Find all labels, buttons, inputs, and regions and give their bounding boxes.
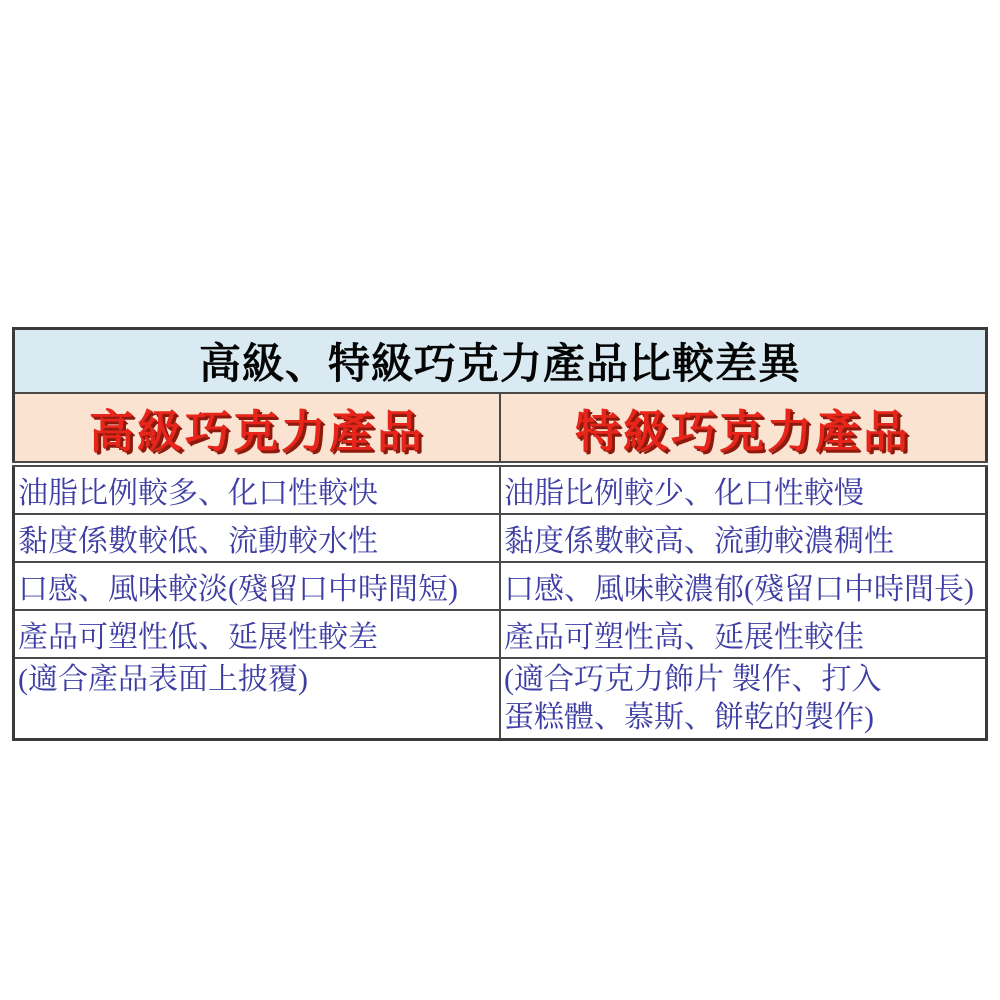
table-cell: 口感、風味較濃郁(殘留口中時間長) bbox=[500, 562, 987, 610]
cell-line-1: (適合巧克力飾片 製作、打入 bbox=[504, 663, 882, 696]
table-cell: 黏度係數較高、流動較濃稠性 bbox=[500, 514, 987, 562]
header-row bbox=[14, 393, 987, 464]
column-header-premium: 高級巧克力產品 bbox=[14, 393, 501, 464]
table-cell: 口感、風味較淡(殘留口中時間短) bbox=[14, 562, 501, 610]
cell-line-2: 蛋糕體、慕斯、餅乾的製作) bbox=[504, 701, 874, 734]
title-row bbox=[14, 329, 987, 394]
table-cell: 油脂比例較多、化口性較快 bbox=[14, 464, 501, 514]
table-cell: 油脂比例較少、化口性較慢 bbox=[500, 464, 987, 514]
table-cell: 產品可塑性低、延展性較差 bbox=[14, 610, 501, 658]
table-cell: 產品可塑性高、延展性較佳 bbox=[500, 610, 987, 658]
table-row bbox=[14, 562, 987, 610]
column-header-special: 特級巧克力產品 bbox=[500, 393, 987, 464]
table-row bbox=[14, 610, 987, 658]
chocolate-comparison-table bbox=[12, 327, 988, 741]
table-row bbox=[14, 514, 987, 562]
table-cell: 黏度係數較低、流動較水性 bbox=[14, 514, 501, 562]
table-row bbox=[14, 464, 987, 514]
table-cell: (適合產品表面上披覆) bbox=[14, 658, 501, 740]
table-title: 高級、特級巧克力產品比較差異 bbox=[14, 329, 987, 394]
table-cell bbox=[500, 658, 987, 740]
table-row bbox=[14, 658, 987, 740]
